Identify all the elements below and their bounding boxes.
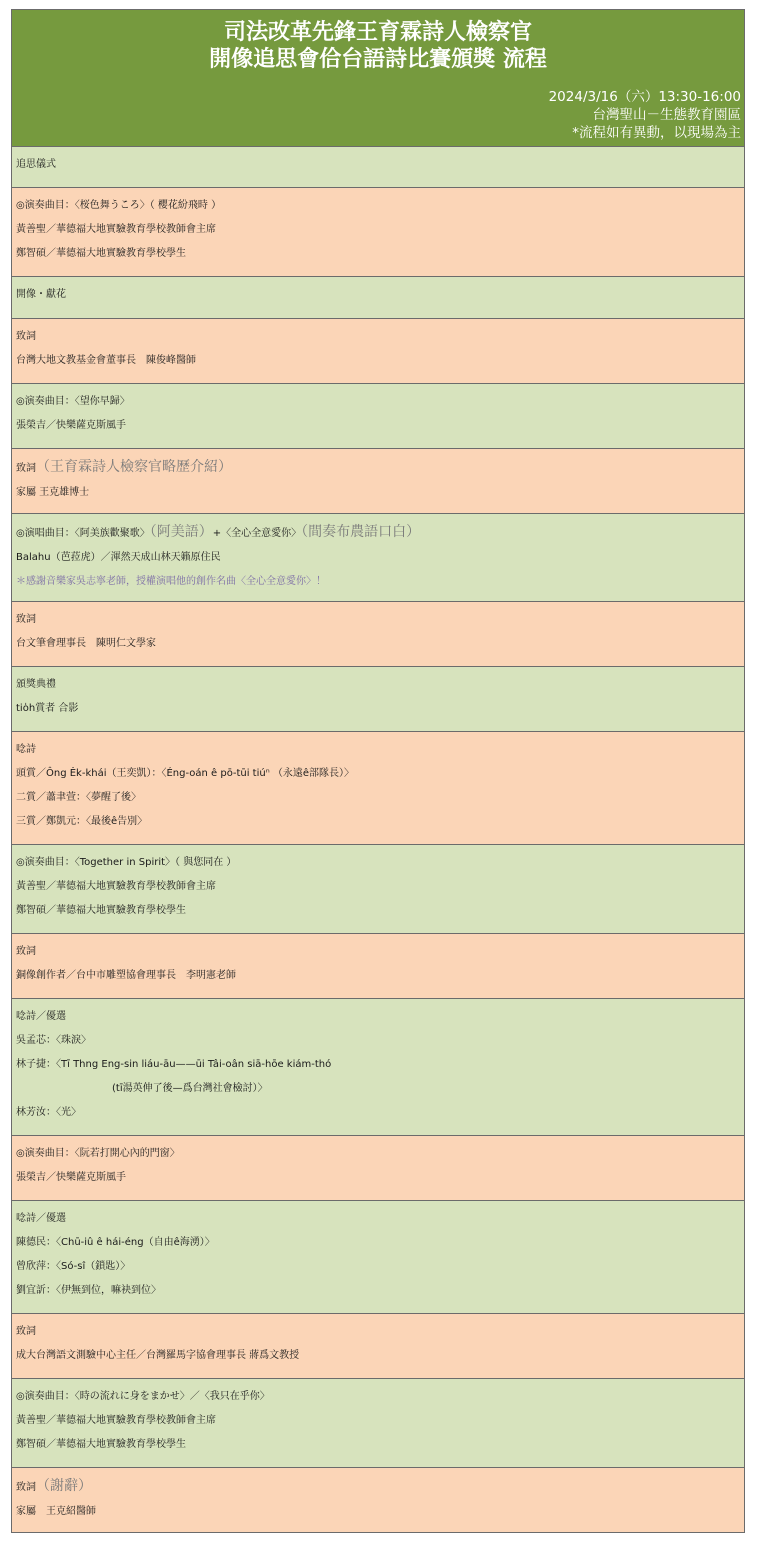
row-line: 家屬 王克雄博士 [16, 487, 90, 498]
row-line: 家屬 王克紹醫師 [16, 1506, 96, 1517]
program-row [12, 384, 744, 449]
row-line [16, 520, 744, 546]
title-line-2: 開像追思會佮台語詩比賽頒獎 流程 [209, 47, 547, 72]
row-line: 唸詩 [16, 744, 36, 755]
event-venue: 台灣聖山－生態教育園區 [592, 107, 741, 123]
program-row [12, 514, 744, 602]
row-line: 成大台灣語文測驗中心主任／台灣羅馬字協會理事長 蔣爲文教授 [16, 1350, 300, 1361]
page-title [12, 10, 744, 73]
row-line: 致詞 [16, 946, 36, 957]
program-table [11, 9, 745, 1533]
row-line: 曾欣萍：〈Só-sî（鎖匙）〉 [16, 1261, 131, 1272]
song-2-note: （間奏布農語口白） [301, 524, 421, 540]
row-line: 致詞 [16, 614, 36, 625]
row-line: (tī湯英伸了後—爲台灣社會檢討）〉 [112, 1083, 268, 1094]
title-line-1: 司法改革先鋒王育霖詩人檢察官 [223, 20, 532, 45]
program-header [12, 10, 744, 147]
program-row [12, 999, 744, 1136]
row-line: 唸詩／優選 [16, 1011, 66, 1022]
event-notice: *流程如有異動，以現場為主 [572, 125, 741, 141]
program-row [12, 319, 744, 384]
row-heading: 致詞 [16, 463, 36, 474]
row-line: 開像・獻花 [16, 289, 66, 300]
row-line: 陳德民：〈Chū-iû ê hái-éng（自由ê海湧）〉 [16, 1237, 215, 1248]
row-line: 劉宜訢：〈伊無到位，嘛袂到位〉 [16, 1285, 161, 1296]
row-line: 鄭智碩／華德福大地實驗教育學校學生 [16, 905, 186, 916]
row-line: tio̍h賞者 合影 [16, 703, 79, 714]
program-row [12, 1314, 744, 1379]
row-line: ◎演奏曲目：〈Together in Spirit〉（ 與您同在 ） [16, 857, 237, 868]
row-line: ◎演奏曲目：〈阮若打開心內的門窗〉 [16, 1148, 180, 1159]
row-line: 林芳汝：〈光〉 [16, 1107, 81, 1118]
row-line: 鄭智碩／華德福大地實驗教育學校學生 [16, 1439, 186, 1450]
row-line: 唸詩／優選 [16, 1213, 66, 1224]
row-line: 吳孟芯：〈珠淚〉 [16, 1035, 91, 1046]
row-line: 台文筆會理事長 陳明仁文學家 [16, 638, 156, 649]
row-line [16, 455, 744, 481]
program-row [12, 147, 744, 188]
program-row [12, 277, 744, 319]
row-line: Balahu（芭菈虎）／渾然天成山林天籟原住民 [16, 552, 221, 563]
row-line: 頭賞／Ông Ėk-khái（王奕凱）：〈Éng-oán ê pō-tūi tiúⁿ （永遠ê部隊長）〉 [16, 768, 355, 779]
program-row [12, 667, 744, 732]
row-line: 黃善聖／華德福大地實驗教育學校教師會主席 [16, 881, 216, 892]
program-row [12, 934, 744, 999]
row-line: 鄭智碩／華德福大地實驗教育學校學生 [16, 248, 186, 259]
song-2: +〈全心全意愛你〉 [212, 528, 302, 539]
row-line: ◎演奏曲目：〈桜色舞うころ〉（ 櫻花紛飛時 ） [16, 200, 222, 211]
program-row [12, 845, 744, 934]
row-line: 致詞 [16, 1326, 36, 1337]
row-line: ◎演奏曲目：〈望你早歸〉 [16, 396, 130, 407]
row-line: 追思儀式 [16, 159, 56, 170]
event-date-time: 2024/3/16（六）13:30-16:00 [548, 89, 741, 105]
program-row [12, 188, 744, 277]
row-line: 三賞／鄭凱元：〈最後ê告別〉 [16, 816, 148, 827]
row-line: 頒獎典禮 [16, 679, 56, 690]
thanks-note: ＊感謝音樂家吳志寧老師，授權演唱他的創作名曲〈全心全意愛你〉！ [16, 576, 326, 587]
row-note: （謝辭） [36, 1478, 92, 1494]
row-line: 銅像創作者／台中市雕塑協會理事長 李明憲老師 [16, 970, 236, 981]
row-line: ◎演奏曲目：〈時の流れに身をまかせ〉／〈我只在乎你〉 [16, 1391, 270, 1402]
row-heading: 致詞 [16, 1482, 36, 1493]
program-row [12, 449, 744, 514]
row-line [16, 1474, 744, 1500]
song-1: ◎演唱曲目：〈阿美族歡聚歌〉 [16, 528, 150, 539]
program-row [12, 1468, 744, 1532]
row-line: 林子捷：〈Tī Thng Eng-sin liáu-āu——ūi Tâi-oân siā-hōe kiám-thó [16, 1059, 332, 1070]
song-1-note: （阿美語） [149, 524, 213, 540]
event-meta [549, 88, 741, 142]
program-row [12, 1201, 744, 1314]
row-line: 黃善聖／華德福大地實驗教育學校教師會主席 [16, 1415, 216, 1426]
row-line: 張榮吉／快樂薩克斯風手 [16, 420, 126, 431]
row-line: 黃善聖／華德福大地實驗教育學校教師會主席 [16, 224, 216, 235]
row-note: （王育霖詩人檢察官略歷介紹） [36, 459, 232, 475]
program-row [12, 602, 744, 667]
row-line: 張榮吉／快樂薩克斯風手 [16, 1172, 126, 1183]
row-line: 致詞 [16, 331, 36, 342]
program-row [12, 1379, 744, 1468]
program-row [12, 1136, 744, 1201]
row-line: 台灣大地文教基金會董事長 陳俊峰醫師 [16, 355, 196, 366]
program-row [12, 732, 744, 845]
row-line: 二賞／蕭聿萱：〈夢醒了後〉 [16, 792, 141, 803]
